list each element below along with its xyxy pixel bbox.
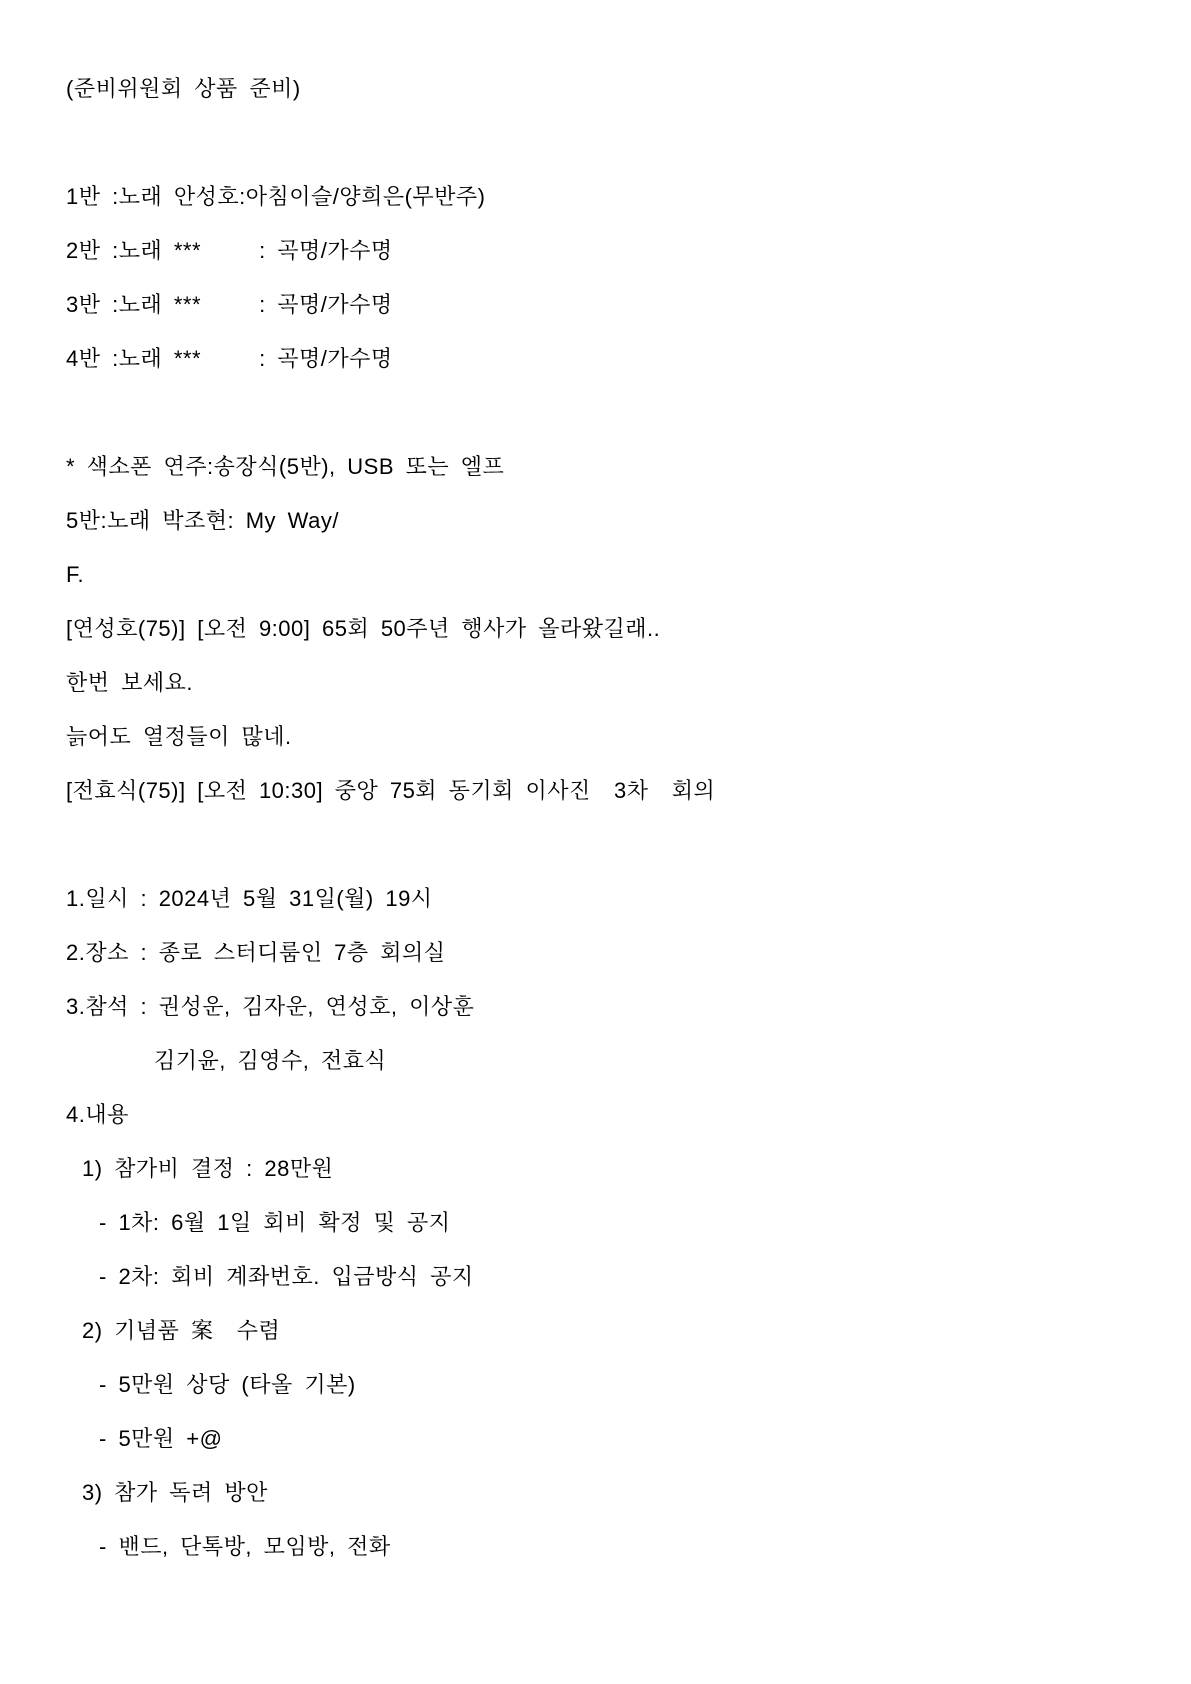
- document-line: - 밴드, 단톡방, 모임방, 전화: [99, 1534, 391, 1559]
- document-line: 5반:노래 박조현: My Way/: [66, 508, 339, 533]
- document-line: 1) 참가비 결정 : 28만원: [82, 1156, 334, 1181]
- document-line: [연성호(75)] [오전 9:00] 65회 50주년 행사가 올라왔길래..: [66, 616, 661, 641]
- document-line: F.: [66, 562, 85, 587]
- document-line: * 색소폰 연주:송장식(5반), USB 또는 엘프: [66, 454, 505, 479]
- document-line: - 5만원 +@: [99, 1426, 223, 1451]
- document-line: [전효식(75)] [오전 10:30] 중앙 75회 동기회 이사진 3차 회의: [66, 778, 716, 803]
- document-line: - 2차: 회비 계좌번호. 입금방식 공지: [99, 1264, 474, 1289]
- document-line: (준비위원회 상품 준비): [66, 76, 301, 101]
- document-line: 2반 :노래 *** : 곡명/가수명: [66, 238, 393, 263]
- document-blank-line: [66, 386, 1131, 440]
- document-line: 1.일시 : 2024년 5월 31일(월) 19시: [66, 886, 433, 911]
- document-line: 4반 :노래 *** : 곡명/가수명: [66, 346, 393, 371]
- document-line: 한번 보세요.: [66, 670, 193, 695]
- document-line: 2.장소 : 종로 스터디룸인 7층 회의실: [66, 940, 446, 965]
- document-blank-line: [66, 116, 1131, 170]
- document-body: [66, 62, 1131, 1574]
- document-line: - 5만원 상당 (타올 기본): [99, 1372, 356, 1397]
- document-line: 1반 :노래 안성호:아침이슬/양희은(무반주): [66, 184, 486, 209]
- document-line: 3반 :노래 *** : 곡명/가수명: [66, 292, 393, 317]
- document-line: 3.참석 : 권성운, 김자운, 연성호, 이상훈: [66, 994, 475, 1019]
- document-line: 김기윤, 김영수, 전효식: [154, 1048, 387, 1073]
- document-line: 4.내용: [66, 1102, 129, 1127]
- document-line: - 1차: 6월 1일 회비 확정 및 공지: [99, 1210, 451, 1235]
- document-line: 2) 기념품 案 수렴: [82, 1318, 281, 1343]
- document-line: 3) 참가 독려 방안: [82, 1480, 268, 1505]
- document-line: 늙어도 열정들이 많네.: [66, 724, 292, 749]
- document-blank-line: [66, 818, 1131, 872]
